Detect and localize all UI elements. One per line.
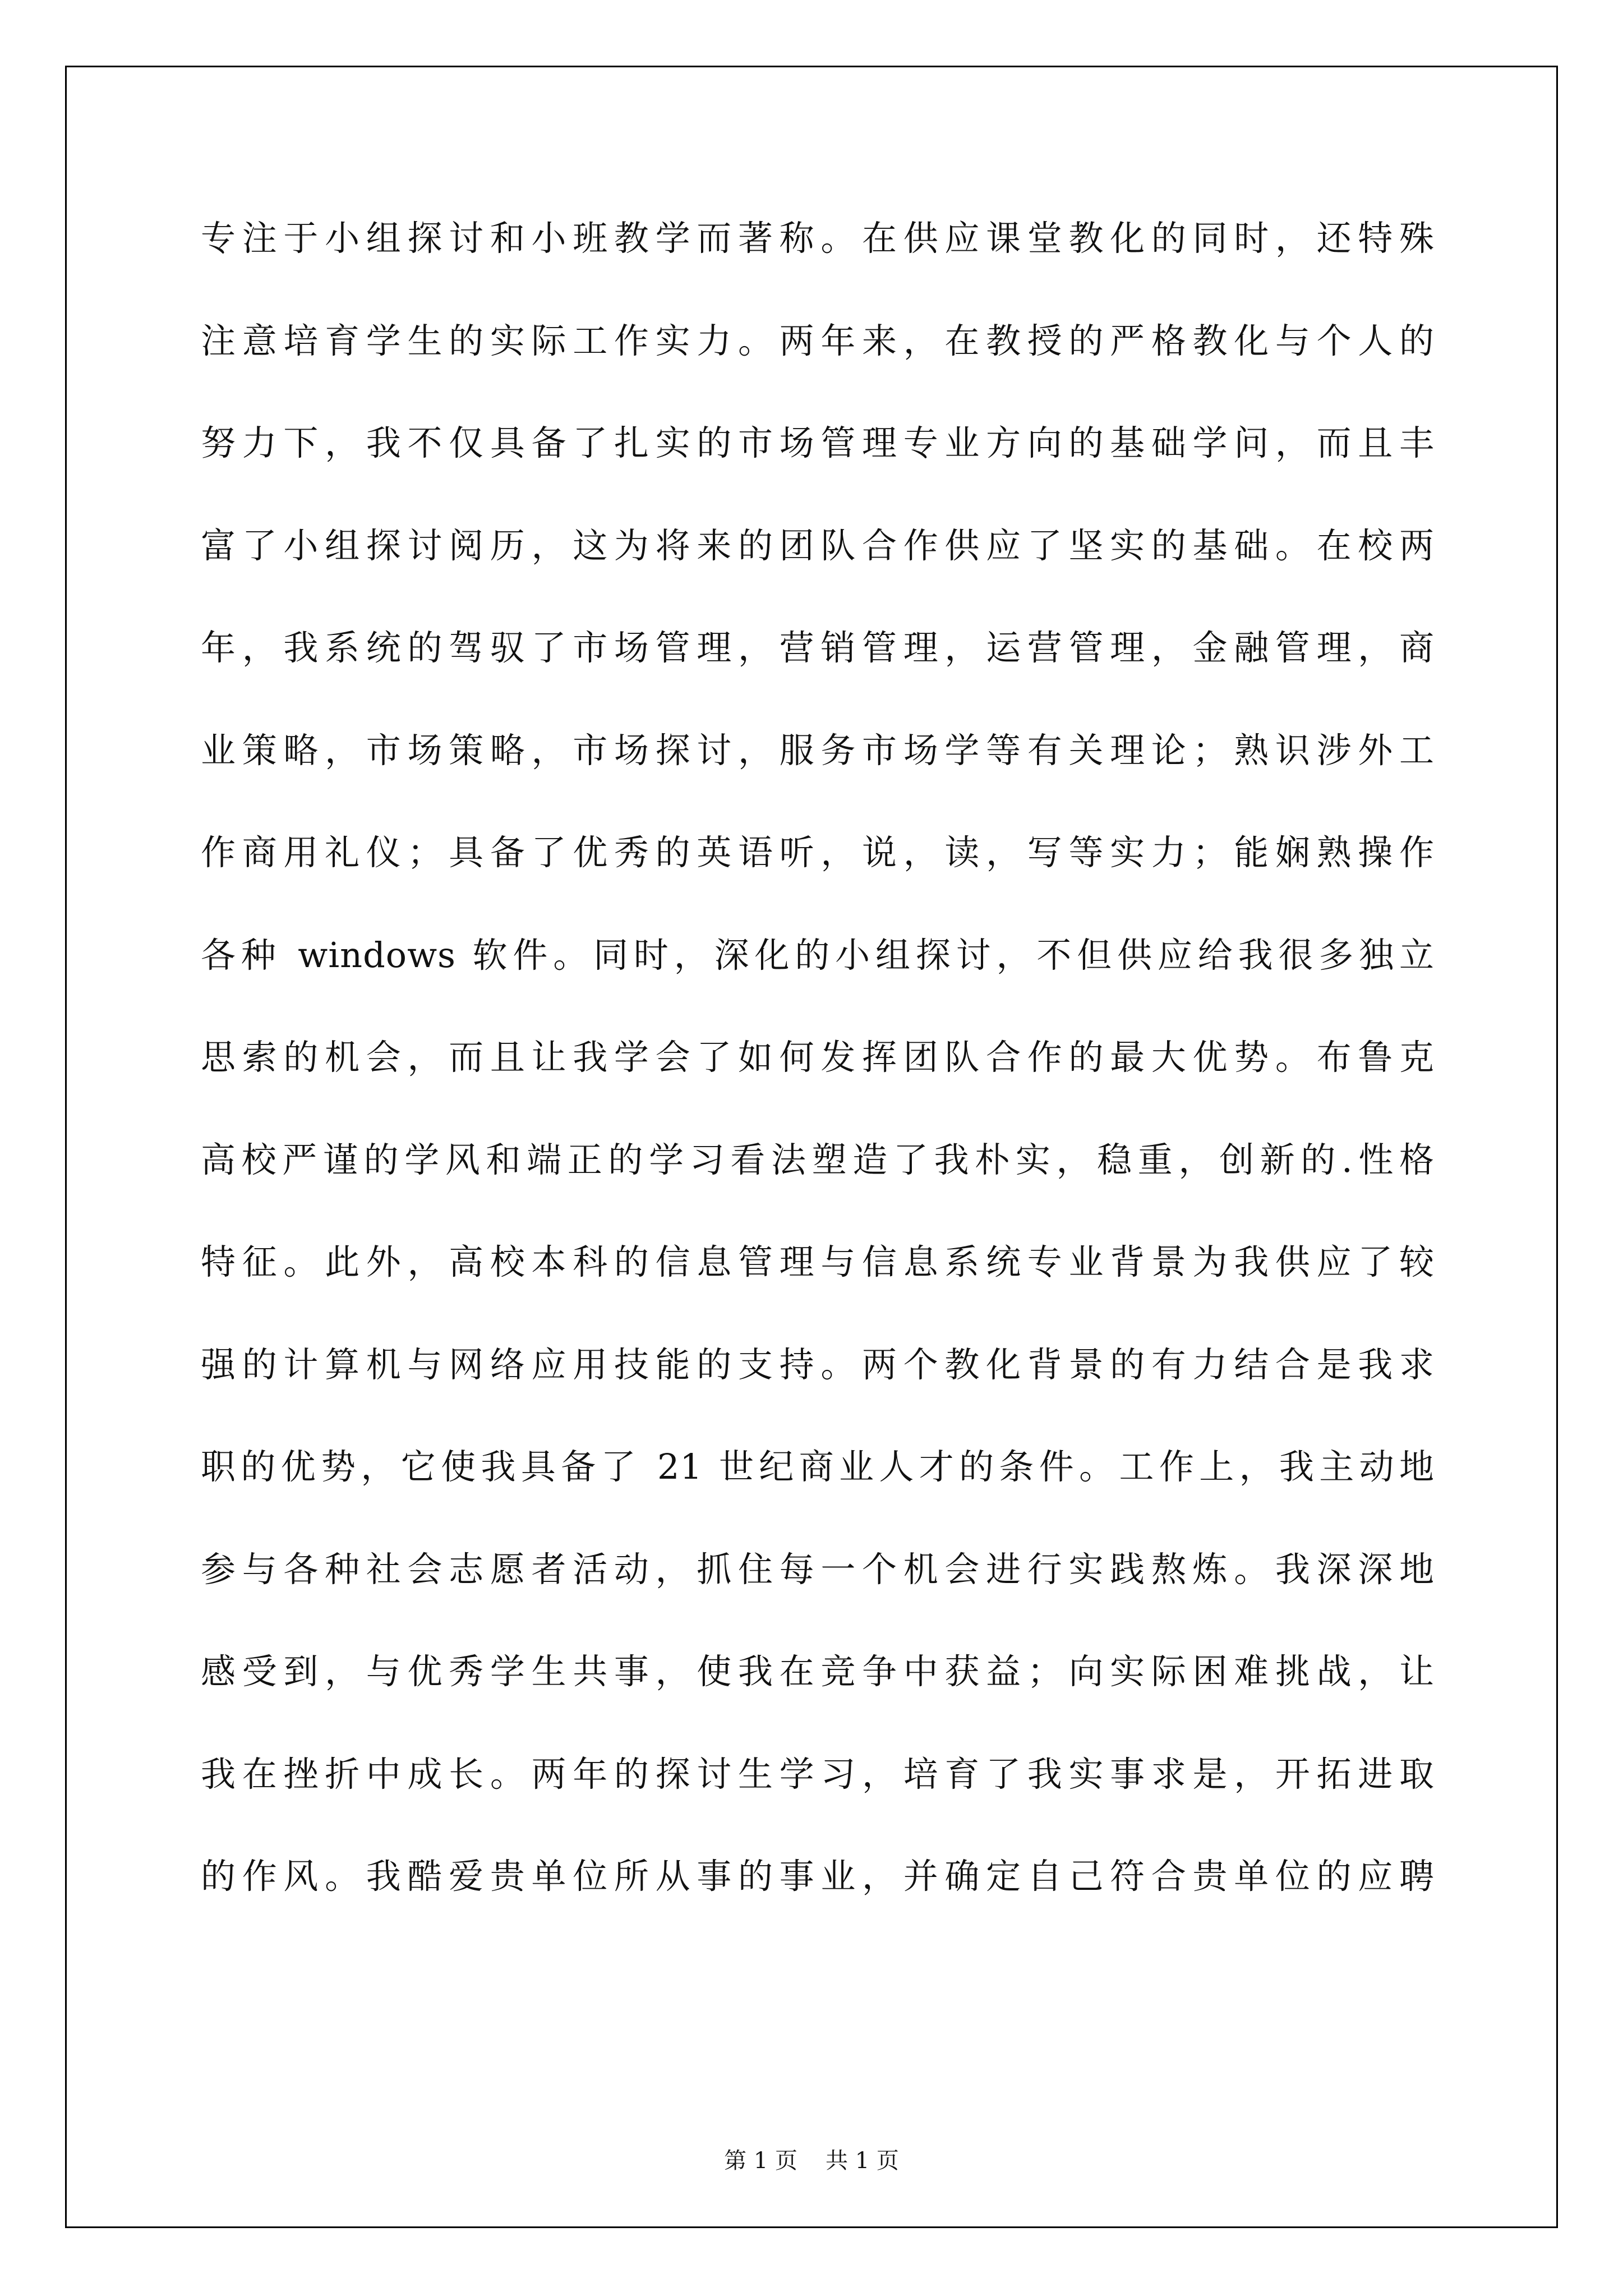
page-footer (0, 2147, 1623, 2174)
text-line: 思索的机会，而且让我学会了如何发挥团队合作的最大优势。布鲁克 (201, 1038, 1435, 1078)
page-number: 第 1 页 (724, 2148, 797, 2174)
text-line: 的作风。我酷爱贵单位所从事的事业，并确定自己符合贵单位的应聘 (201, 1857, 1435, 1897)
document-body (201, 219, 1435, 1959)
text-line: 富了小组探讨阅历，这为将来的团队合作供应了坚实的基础。在校两 (201, 526, 1435, 566)
text-line: 感受到，与优秀学生共事，使我在竞争中获益；向实际困难挑战，让 (201, 1652, 1435, 1692)
text-line: 各种 windows 软件。同时，深化的小组探讨，不但供应给我很多独立 (201, 935, 1435, 976)
text-line: 高校严谨的学风和端正的学习看法塑造了我朴实，稳重，创新的.性格 (201, 1140, 1435, 1180)
text-line: 强的计算机与网络应用技能的支持。两个教化背景的有力结合是我求 (201, 1345, 1435, 1385)
text-line: 参与各种社会志愿者活动，抓住每一个机会进行实践熬炼。我深深地 (201, 1549, 1435, 1590)
text-line: 努力下，我不仅具备了扎实的市场管理专业方向的基础学问，而且丰 (201, 424, 1435, 463)
text-line: 作商用礼仪；具备了优秀的英语听，说，读，写等实力；能娴熟操作 (201, 833, 1435, 873)
text-line: 职的优势，它使我具备了 21 世纪商业人才的条件。工作上，我主动地 (201, 1447, 1435, 1487)
text-line: 年，我系统的驾驭了市场管理，营销管理，运营管理，金融管理，商 (201, 628, 1435, 668)
text-line: 业策略，市场策略，市场探讨，服务市场学等有关理论；熟识涉外工 (201, 730, 1435, 771)
page-total: 共 1 页 (826, 2148, 899, 2174)
text-line: 专注于小组探讨和小班教学而著称。在供应课堂教化的同时，还特殊 (201, 219, 1435, 259)
text-line: 特征。此外，高校本科的信息管理与信息系统专业背景为我供应了较 (201, 1243, 1435, 1282)
text-line: 我在挫折中成长。两年的探讨生学习，培育了我实事求是，开拓进取 (201, 1754, 1435, 1795)
text-line: 注意培育学生的实际工作实力。两年来，在教授的严格教化与个人的 (201, 321, 1435, 361)
